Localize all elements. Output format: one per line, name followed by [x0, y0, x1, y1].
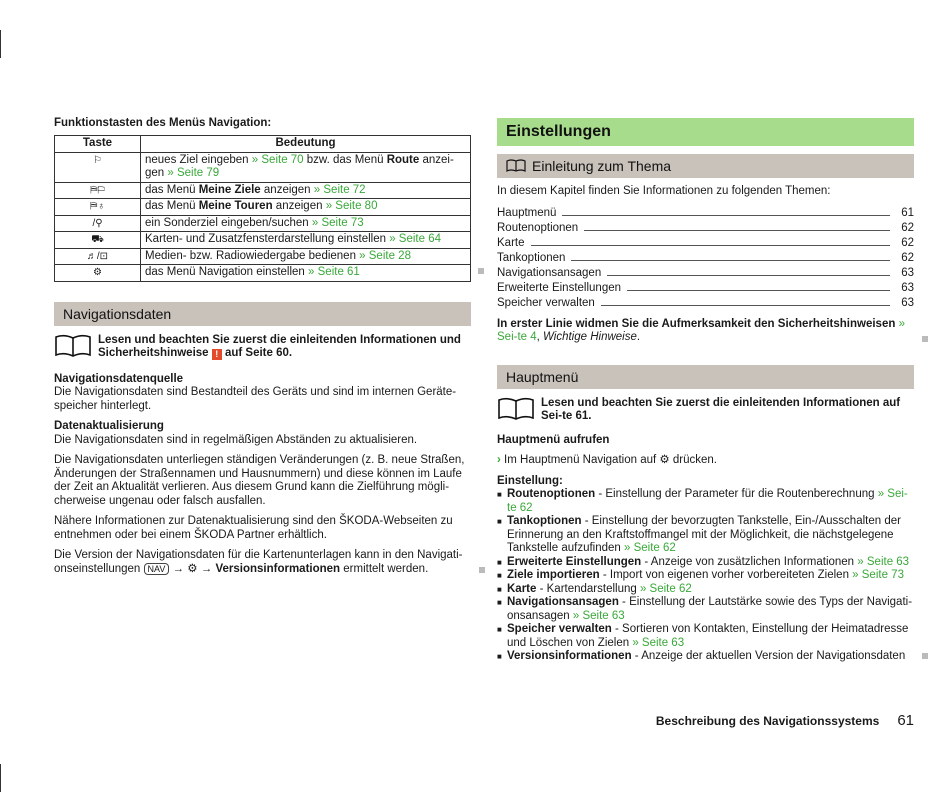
paragraph: Die Navigationsdaten sind in regelmäßigen Abständen zu aktualisieren.: [54, 433, 418, 446]
page-link[interactable]: » Seite 73: [852, 569, 904, 581]
page-link[interactable]: » Seite 63: [857, 555, 910, 568]
table-row: [55, 152, 471, 182]
left-column: [54, 117, 471, 576]
end-marker-icon: [478, 268, 484, 274]
paragraph: Nähere Informationen zur Datenaktualisierung sind den ŠKODA-Webseiten zu entnehmen oder bei einem ŠKODA Partner erhältlich.: [54, 515, 453, 541]
end-marker-icon: [922, 653, 928, 659]
intro-text: In diesem Kapitel finden Sie Informationen zu folgenden Themen:: [497, 185, 831, 197]
list-item: ■ Speicher verwalten - Sortieren von Kontakten, Einstellung der Heimatadresse und Löschen von Zielen » Seite 63: [497, 623, 914, 650]
book-icon: [497, 397, 535, 421]
toc-item[interactable]: Navigationsansagen 63: [497, 266, 914, 279]
page-link[interactable]: » Seite 64: [389, 233, 441, 245]
map-display-icon: ⛟: [55, 232, 141, 249]
toc-item[interactable]: Karte 62: [497, 236, 914, 249]
step-arrow-icon: ›: [497, 454, 501, 466]
toc-item[interactable]: Tankoptionen 62: [497, 251, 914, 264]
function-keys-table: [54, 135, 471, 282]
page-number: 61: [897, 712, 914, 729]
my-destinations-icon: ⛿⚐: [55, 182, 141, 199]
page-link[interactable]: » Seite 70: [251, 153, 304, 166]
list-item: ■ Ziele importieren - Import von eigenen vorher vorbereiteten Zielen » Seite 73: [497, 569, 914, 583]
step: › Im Hauptmenü Navigation auf ⚙ drücken.: [497, 454, 717, 466]
end-marker-icon: [922, 336, 928, 342]
table-header-meaning: Bedeutung: [141, 135, 471, 152]
nav-button-icon: NAV: [144, 563, 170, 575]
page-link[interactable]: » Sei-te 62: [507, 488, 908, 514]
list-item: ■ Erweiterte Einstellungen - Anzeige von zusätzlichen Informationen » Seite 63: [497, 556, 914, 570]
table-row: [55, 215, 471, 232]
footer-title: Beschreibung des Navigationssystems: [655, 714, 880, 728]
table-cell: das Menü Navigation einstellen » Seite 61: [141, 265, 471, 282]
toc-item[interactable]: Erweiterte Einstellungen 63: [497, 281, 914, 294]
my-tours-icon: ⛿♁: [55, 199, 141, 216]
settings-icon: ⚙: [55, 265, 141, 282]
heading-update: Datenaktualisierung: [54, 420, 164, 432]
list-item: ■ Versionsinformationen - Anzeige der aktuellen Version der Navigationsdaten: [497, 650, 914, 664]
notice-text: Lesen und beachten Sie zuerst die einleitenden Informationen auf Sei-te 61.: [541, 396, 901, 422]
notice-text: Lesen und beachten Sie zuerst die einleitenden Informationen und Sicherheitshinweise ! auf Seite 60.: [98, 333, 461, 359]
table-row: [55, 182, 471, 199]
table-row: [55, 199, 471, 216]
paragraph: Die Navigationsdaten sind Bestandteil des Geräts und sind im internen Geräte-speicher hinterlegt.: [54, 386, 457, 412]
book-icon: [54, 334, 92, 358]
notice-block: [497, 397, 914, 424]
heading-settings: Einstellung:: [497, 474, 563, 487]
crop-mark-top: [0, 30, 1, 58]
section-title-navigationsdaten: Navigationsdaten: [54, 302, 471, 326]
heading-source: Navigationsdatenquelle: [54, 372, 184, 385]
page-link[interactable]: » Seite 28: [359, 249, 411, 262]
table-cell: Karten- und Zusatzfensterdarstellung einstellen » Seite 64: [141, 232, 471, 249]
list-item: ■ Karte - Kartendarstellung » Seite 62: [497, 583, 914, 597]
table-cell: ein Sonderziel eingeben/suchen » Seite 73: [141, 215, 471, 232]
intro-title: Einleitung zum Thema: [532, 158, 672, 174]
table-cell: das Menü Meine Ziele anzeigen » Seite 72: [141, 182, 471, 199]
page-footer: [656, 714, 914, 729]
right-column: [497, 118, 914, 664]
page-link[interactable]: » Seite 61: [308, 266, 360, 278]
flag-icon: ⚐: [55, 152, 141, 182]
warning-icon: !: [212, 349, 222, 360]
toc-item[interactable]: Speicher verwalten 63: [497, 296, 914, 309]
notice-block: [54, 334, 471, 361]
table-title: Funktionstasten des Menüs Navigation:: [54, 117, 272, 129]
poi-search-icon: /⚲: [55, 215, 141, 232]
toc-item[interactable]: Routenoptionen 62: [497, 221, 914, 234]
list-item: ■ Navigationsansagen - Einstellung der Lautstärke sowie des Typs der Navigati-onsansagen » Seite 63: [497, 596, 914, 623]
settings-list: [497, 488, 914, 664]
page-link[interactable]: » Seite 62: [639, 582, 692, 595]
end-marker-icon: [479, 567, 485, 573]
table-cell: neues Ziel eingeben » Seite 70 bzw. das Menü Route anzei-gen » Seite 79: [141, 152, 471, 182]
page-link[interactable]: » Sei-te 4: [497, 317, 905, 343]
page-link[interactable]: » Seite 73: [311, 216, 364, 229]
paragraph-version: Die Version der Navigationsdaten für die Kartenunterlagen kann in den Navigati-onseinstellungen NAV → ⚙ → Versionsinformationen ermittelt werden.: [54, 549, 471, 576]
page-link[interactable]: » Seite 72: [313, 183, 366, 196]
table-cell: Medien- bzw. Radiowiedergabe bedienen » Seite 28: [141, 248, 471, 265]
table-row: [55, 265, 471, 282]
crop-mark-bottom: [0, 764, 1, 792]
list-item: ■ Tankoptionen - Einstellung der bevorzugten Tankstelle, Ein-/Ausschalten der Erinnerung an den Kraftstoffmangel mit der Möglichkeit, die nächstgelegene Tankstelle aufzufinden » Seite 62: [497, 515, 914, 556]
page-link[interactable]: » Seite 62: [624, 542, 676, 554]
safety-note: In erster Linie widmen Sie die Aufmerksamkeit den Sicherheitshinweisen » Sei-te 4, Wichtige Hinweise.: [497, 318, 914, 345]
table-header-key: Taste: [55, 135, 141, 152]
page-link[interactable]: » Seite 79: [167, 167, 220, 179]
list-item: ■ Routenoptionen - Einstellung der Parameter für die Routenberechnung » Sei-te 62: [497, 488, 914, 515]
settings-icon: ⚙: [659, 454, 670, 466]
table-row: [55, 232, 471, 249]
book-icon: [506, 159, 526, 173]
media-radio-icon: ♬/⊡: [55, 248, 141, 265]
page-link[interactable]: » Seite 63: [632, 636, 685, 649]
page-link[interactable]: » Seite 63: [572, 609, 625, 622]
settings-icon: ⚙: [187, 562, 198, 575]
toc-list: [497, 206, 914, 311]
section-title-hauptmenue: Hauptmenü: [497, 365, 914, 389]
table-row: [55, 248, 471, 265]
toc-item[interactable]: Hauptmenü 61: [497, 206, 914, 219]
paragraph: Die Navigationsdaten unterliegen ständigen Veränderungen (z. B. neue Straßen, Änderungen der Straßennamen und Hausnummern) und diese können im Laufe der Zeit an Aktualität verlieren. Aus diesem Grund kann die Zielführung mögli-cherweise ungenau oder falsch ausfallen.: [54, 454, 465, 507]
chapter-title: Einstellungen: [497, 118, 914, 146]
page-link[interactable]: » Seite 80: [325, 200, 378, 212]
intro-title-bar: [497, 154, 914, 178]
table-cell: das Menü Meine Touren anzeigen » Seite 80: [141, 199, 471, 216]
heading-call: Hauptmenü aufrufen: [497, 433, 610, 446]
